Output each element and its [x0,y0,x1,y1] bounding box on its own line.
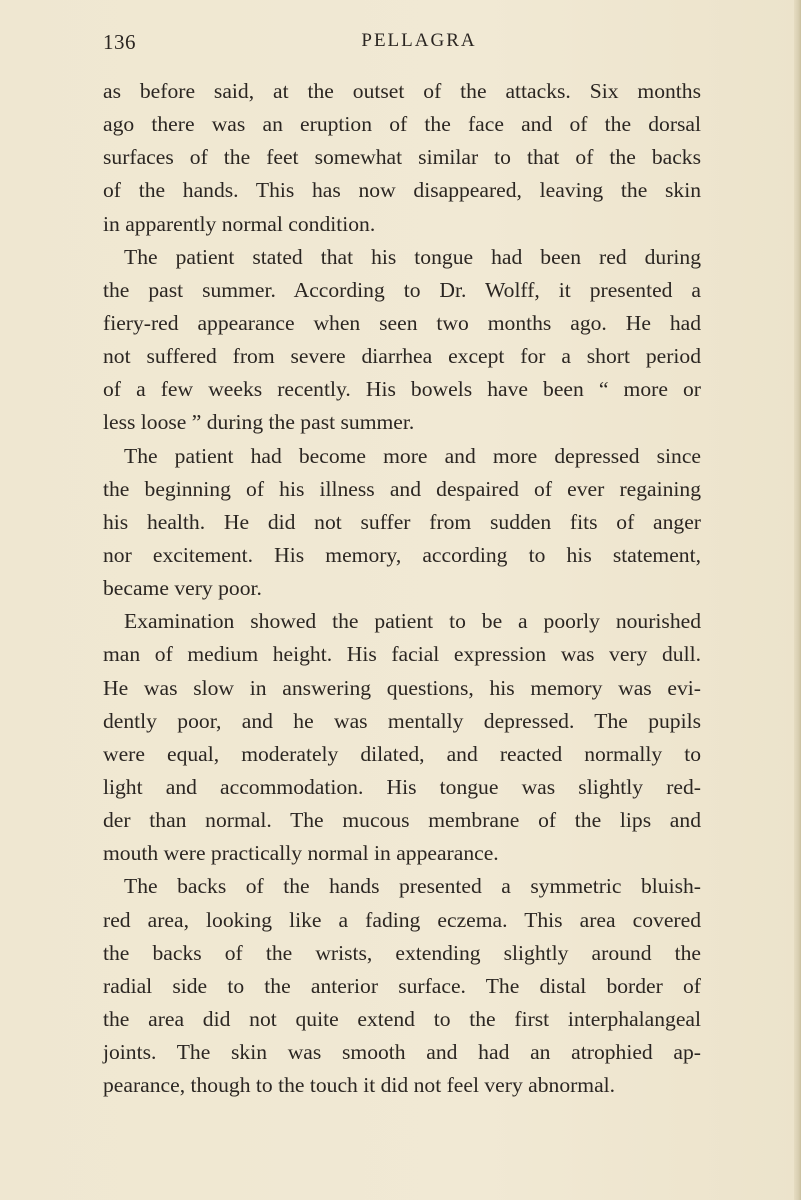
text-line: The patient had become more and more depressed since [124,443,701,468]
text-line: less loose ” during the past summer. [103,410,415,435]
text-line: ago there was an eruption of the face and of the dorsal [103,112,701,137]
text-line: The backs of the hands presented a symmetric bluish- [124,874,701,899]
text-line: became very poor. [103,576,262,601]
text-line: der than normal. The mucous membrane of the lips and [103,808,701,833]
text-line: radial side to the anterior surface. The distal border of [103,973,701,998]
text-line: light and accommodation. His tongue was slightly red- [103,774,701,799]
text-line: red area, looking like a fading eczema. This area covered [103,907,701,932]
text-line: were equal, moderately dilated, and reacted normally to [103,741,701,766]
text-line: man of medium height. His facial expression was very dull. [103,642,701,667]
text-line: the backs of the wrists, extending slightly around the [103,940,701,965]
text-line: of a few weeks recently. His bowels have been “ more or [103,377,701,402]
text-line: He was slow in answering questions, his memory was evi- [103,675,701,700]
text-line: fiery-red appearance when seen two months ago. He had [103,310,701,335]
body-text [103,75,701,1102]
text-line: nor excitement. His memory, according to his statement, [103,542,701,567]
text-line: of the hands. This has now disappeared, leaving the skin [103,178,701,203]
text-line: pearance, though to the touch it did not feel very abnormal. [103,1073,616,1098]
text-line: the beginning of his illness and despaired of ever regaining [103,476,701,501]
text-line: in apparently normal condition. [103,211,376,236]
text-line: as before said, at the outset of the attacks. Six months [103,79,701,103]
text-line: Examination showed the patient to be a poorly nourished [124,609,701,634]
text-line: the past summer. According to Dr. Wolff, it presented a [103,277,701,302]
text-line: not suffered from severe diarrhea except for a short period [103,344,701,369]
text-line: the area did not quite extend to the first interphalangeal [103,1006,701,1031]
text-line: joints. The skin was smooth and had an atrophied ap- [103,1040,701,1065]
page-number: 136 [103,30,136,54]
text-line: mouth were practically normal in appearance. [103,841,499,866]
text-line: dently poor, and he was mentally depressed. The pupils [103,708,701,733]
page-header [103,30,701,64]
text-line: his health. He did not suffer from sudden fits of anger [103,509,701,534]
running-head: PELLAGRA [361,30,477,51]
page-edge-shadow [794,0,801,1200]
text-line: surfaces of the feet somewhat similar to that of the backs [103,145,701,170]
text-line: The patient stated that his tongue had been red during [124,244,701,269]
